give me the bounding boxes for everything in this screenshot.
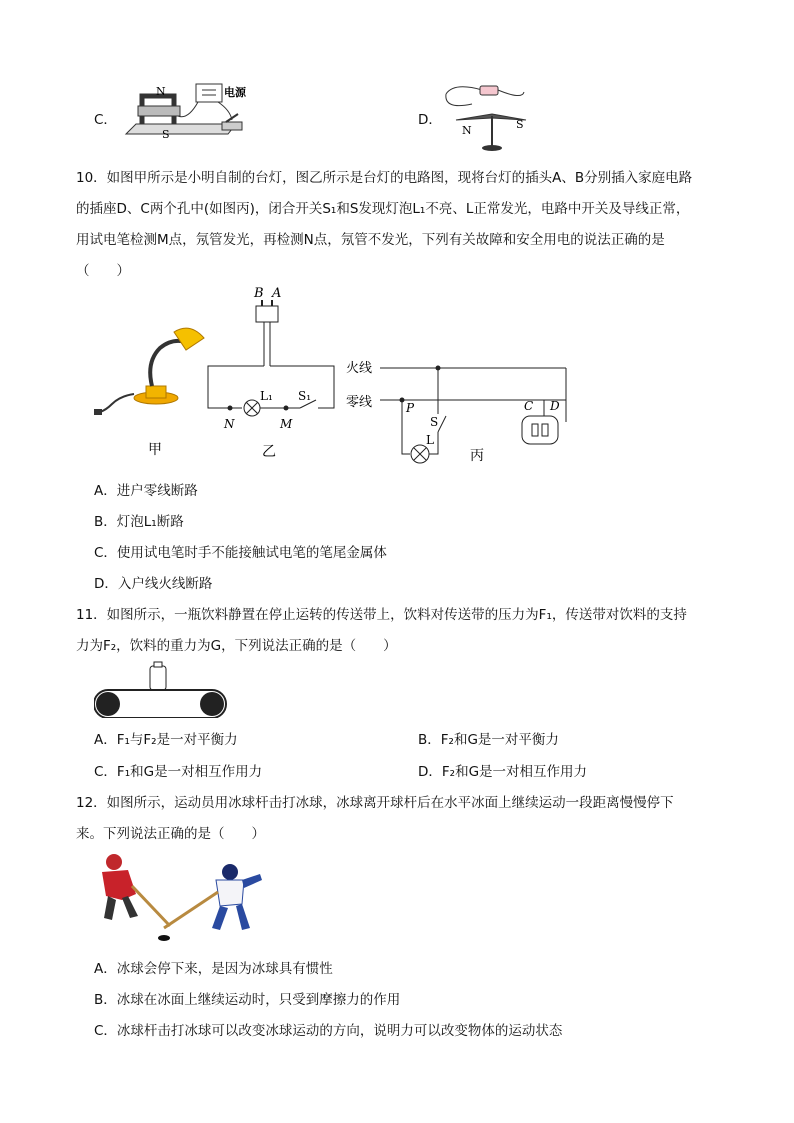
q10-node-n: N <box>224 417 235 431</box>
q9-c-pole-s: S <box>162 128 170 141</box>
q9-d-pole-s: S <box>516 118 524 131</box>
q10-neutral-wire: 零线 <box>346 395 373 410</box>
q9-figure-c <box>118 80 260 142</box>
q9-c-pole-n: N <box>156 85 166 98</box>
q10-option-d[interactable]: D．入户线火线断路 <box>94 576 213 592</box>
q11-line-1: 11．如图所示，一瓶饮料静置在停止运转的传送带上，饮料对传送带的压力为F₁，传送带对饮料的支持 <box>76 607 687 623</box>
q12-option-a[interactable]: A．冰球会停下来，是因为冰球具有惯性 <box>94 961 333 977</box>
q10-lamp-l1: L₁ <box>260 389 273 403</box>
q10-option-c[interactable]: C．使用试电笔时手不能接触试电笔的笔尾金属体 <box>94 545 387 561</box>
q10-live-wire: 火线 <box>346 361 373 376</box>
q10-node-p: P <box>406 401 415 415</box>
q12-line-2: 来。下列说法正确的是（ ） <box>76 826 265 842</box>
q11-conveyor-figure <box>94 660 234 718</box>
q10-line-2: 的插座D、C两个孔中(如图丙)，闭合开关S₁和S发现灯泡L₁不亮、L正常发光，电路中开关及导线正常， <box>76 201 690 217</box>
q11-option-b[interactable]: B．F₂和G是一对平衡力 <box>418 732 559 748</box>
q11-option-d[interactable]: D．F₂和G是一对相互作用力 <box>418 764 588 780</box>
q10-switch-s: S <box>430 415 439 429</box>
desk-lamp-image <box>94 328 204 415</box>
q12-line-1: 12．如图所示，运动员用冰球杆击打冰球，冰球离开球杆后在水平冰面上继续运动一段距离慢慢停下 <box>76 795 674 811</box>
q10-line-3: 用试电笔检测M点，氖管发光，再检测N点，氖管不发光，下列有关故障和安全用电的说法正确的是 <box>76 232 665 248</box>
q10-option-b[interactable]: B．灯泡L₁断路 <box>94 514 184 530</box>
q10-line-1: 10．如图甲所示是小明自制的台灯，图乙所示是台灯的电路图，现将台灯的插头A、B分别插入家庭电路 <box>76 170 693 186</box>
q9-figure-d <box>442 80 542 156</box>
q10-figure <box>90 282 590 468</box>
q10-node-m: M <box>280 417 293 431</box>
q9-option-c-label[interactable]: C． <box>94 112 117 128</box>
q11-option-c[interactable]: C．F₁和G是一对相互作用力 <box>94 764 263 780</box>
q10-plug-a: A <box>272 286 282 301</box>
q12-hockey-figure <box>92 850 272 946</box>
q10-label-bing: 丙 <box>470 448 484 464</box>
q10-label-yi: 乙 <box>262 444 276 460</box>
q10-label-jia: 甲 <box>148 442 162 458</box>
q9-d-pole-n: N <box>462 124 472 137</box>
q12-option-b[interactable]: B．冰球在冰面上继续运动时，只受到摩擦力的作用 <box>94 992 401 1008</box>
q10-line-4: （ ） <box>76 263 130 279</box>
q12-option-c[interactable]: C．冰球杆击打冰球可以改变冰球运动的方向，说明力可以改变物体的运动状态 <box>94 1023 563 1039</box>
q10-option-a[interactable]: A．进户零线断路 <box>94 483 198 499</box>
q9-option-d-label[interactable]: D． <box>418 112 442 128</box>
q10-socket-d: D <box>550 399 560 413</box>
q10-switch-s1: S₁ <box>298 389 312 403</box>
q11-line-2: 力为F₂，饮料的重力为G，下列说法正确的是（ ） <box>76 638 397 654</box>
q10-plug-b: B <box>254 286 264 301</box>
q10-lamp-l: L <box>426 433 434 447</box>
q11-option-a[interactable]: A．F₁与F₂是一对平衡力 <box>94 732 238 748</box>
q10-socket-c: C <box>524 399 534 413</box>
q9-c-power-label: 电源 <box>224 86 246 99</box>
